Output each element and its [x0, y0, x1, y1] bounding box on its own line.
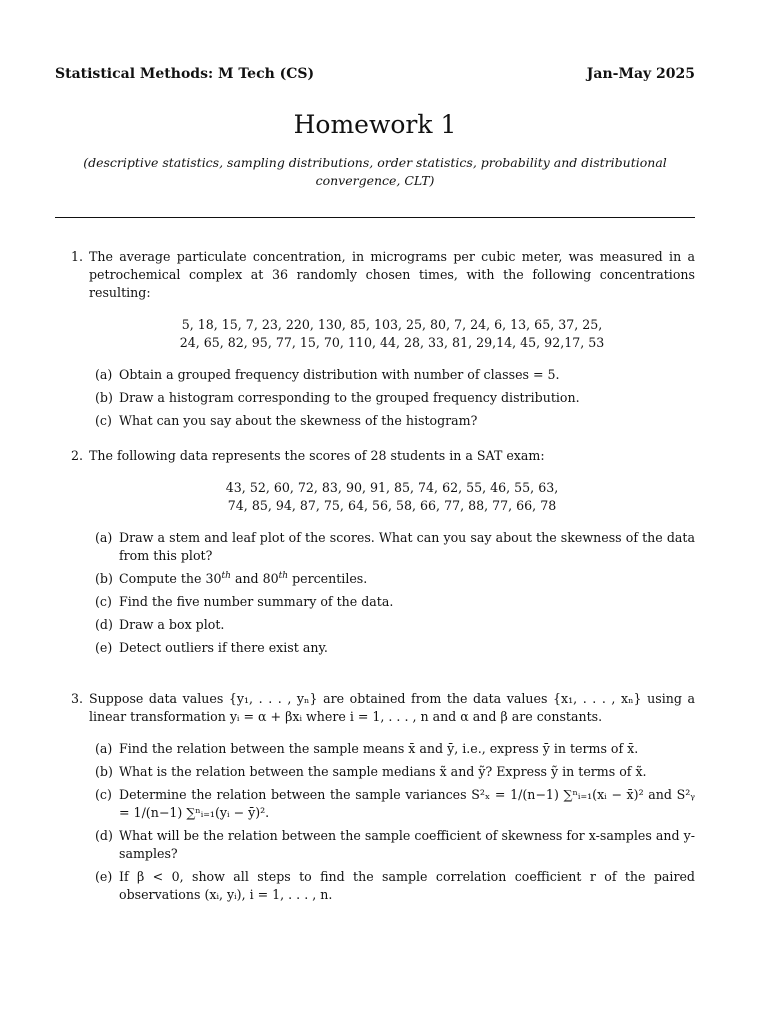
- data-block: [89, 316, 695, 352]
- part-item: [89, 616, 695, 634]
- problem-3: [55, 690, 695, 909]
- problem-text: The average particulate concentration, in micrograms per cubic meter, was measured in a petrochemical complex at 36 randomly chosen times, with the following concentrations resulting:: [89, 249, 695, 300]
- superscript: th: [278, 570, 289, 581]
- data-line: 43, 52, 60, 72, 83, 90, 91, 85, 74, 62, 55, 46, 55, 63,: [225, 480, 559, 495]
- part-item: [89, 389, 695, 407]
- term-label: Jan-May 2025: [586, 66, 695, 82]
- page-title: Homework 1: [293, 110, 457, 139]
- part-item: [89, 868, 695, 904]
- part-label: (e): [95, 640, 113, 655]
- part-list: [89, 366, 695, 430]
- problem-text: Suppose data values {y₁, . . . , yₙ} are obtained from the data values {x₁, . . . , xₙ} using a linear transformation yᵢ = α + βxᵢ where i = 1, . . . , n and α and β are constants.: [89, 691, 695, 724]
- problem-number: 2.: [71, 448, 84, 463]
- document-page: [55, 0, 695, 1024]
- problem-number: 3.: [71, 691, 84, 706]
- part-item: [89, 412, 695, 430]
- part-label: (a): [95, 367, 113, 382]
- part-item: [89, 740, 695, 758]
- part-label: (b): [95, 571, 113, 586]
- part-item: [89, 593, 695, 611]
- part-text: Draw a box plot.: [119, 617, 225, 632]
- data-line: 74, 85, 94, 87, 75, 64, 56, 58, 66, 77, 88, 77, 66, 78: [227, 498, 557, 513]
- part-label: (c): [95, 413, 112, 428]
- part-text: If β < 0, show all steps to find the sample correlation coefficient r of the paired observations (xᵢ, yᵢ), i = 1, . . . , n.: [119, 869, 695, 902]
- superscript: th: [221, 570, 231, 581]
- part-text: Find the five number summary of the data.: [119, 594, 394, 609]
- part-text: Detect outliers if there exist any.: [119, 640, 328, 655]
- page-subtitle: (descriptive statistics, sampling distributions, order statistics, probability and distributional convergence, CLT): [83, 155, 667, 188]
- part-label: (b): [95, 390, 113, 405]
- part-label: (c): [95, 594, 112, 609]
- part-list: [89, 529, 695, 657]
- part-list: [89, 740, 695, 904]
- problem-text: The following data represents the scores of 28 students in a SAT exam:: [89, 448, 545, 463]
- part-label: (b): [95, 764, 113, 779]
- part-item: [89, 366, 695, 384]
- page-header: [55, 66, 695, 82]
- part-text-pre: Compute the 30: [119, 571, 222, 586]
- data-line: 24, 65, 82, 95, 77, 15, 70, 110, 44, 28, 33, 81, 29,14, 45, 92,17, 53: [179, 335, 605, 350]
- part-text: What can you say about the skewness of the histogram?: [119, 413, 478, 428]
- part-label: (a): [95, 530, 113, 545]
- problem-1: [55, 248, 695, 435]
- part-label: (d): [95, 828, 113, 843]
- part-text: Draw a histogram corresponding to the grouped frequency distribution.: [119, 390, 580, 405]
- part-text: What is the relation between the sample medians x̃ and ỹ? Express ỹ in terms of x̃.: [119, 764, 647, 779]
- part-item: [89, 827, 695, 863]
- part-text-mid: and 80: [230, 571, 279, 586]
- problem-number: 1.: [71, 249, 84, 264]
- part-item: [89, 529, 695, 565]
- header-divider: [55, 217, 695, 218]
- part-item: [89, 763, 695, 781]
- data-line: 5, 18, 15, 7, 23, 220, 130, 85, 103, 25, 80, 7, 24, 6, 13, 65, 37, 25,: [181, 317, 603, 332]
- part-item: [89, 786, 695, 822]
- part-text: Obtain a grouped frequency distribution with number of classes = 5.: [119, 367, 560, 382]
- part-label: (a): [95, 741, 113, 756]
- part-label: (c): [95, 787, 112, 802]
- part-label: (e): [95, 869, 113, 884]
- course-name: Statistical Methods: M Tech (CS): [55, 66, 315, 82]
- problem-2: [55, 447, 695, 662]
- part-item: [89, 570, 695, 588]
- part-text: Find the relation between the sample means x̄ and ȳ, i.e., express ȳ in terms of x̄.: [119, 741, 639, 756]
- part-text: What will be the relation between the sample coefficient of skewness for x-samples and y-samples?: [119, 828, 695, 861]
- data-block: [89, 479, 695, 515]
- part-item: [89, 639, 695, 657]
- part-text-post: percentiles.: [288, 571, 368, 586]
- part-text: Determine the relation between the sample variances S²ₓ = 1/(n−1) ∑ⁿᵢ₌₁(xᵢ − x̄)² and S²ᵧ = 1/(n−1) ∑ⁿᵢ₌₁(yᵢ − ȳ)².: [119, 787, 695, 820]
- part-label: (d): [95, 617, 113, 632]
- part-text: Draw a stem and leaf plot of the scores. What can you say about the skewness of the data from this plot?: [119, 530, 695, 563]
